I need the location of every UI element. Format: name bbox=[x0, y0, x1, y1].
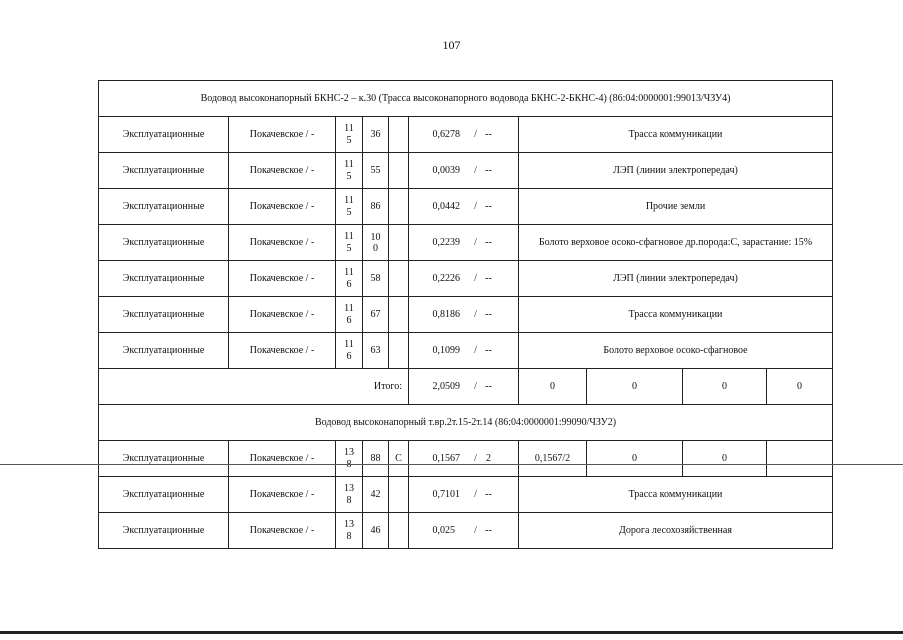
cell-description: ЛЭП (линии электропередач) bbox=[519, 153, 833, 189]
quarter-top: 11 bbox=[344, 158, 354, 170]
area-rest: -- bbox=[485, 309, 492, 320]
quarter-top: 11 bbox=[344, 338, 354, 350]
table-row bbox=[99, 477, 833, 513]
cell-vydel: 63 bbox=[363, 333, 389, 369]
cell-description: Дорога лесохозяйственная bbox=[519, 513, 833, 549]
total-value: 0 bbox=[767, 369, 833, 405]
quarter-top: 11 bbox=[344, 302, 354, 314]
area-sep: / bbox=[474, 129, 477, 140]
cell-category: Эксплуатационные bbox=[99, 117, 229, 153]
cell-quarter bbox=[336, 261, 363, 297]
cell-vydel: 58 bbox=[363, 261, 389, 297]
area-area: 0,025 bbox=[432, 525, 455, 536]
cell-forestry: Покачевское / - bbox=[229, 117, 336, 153]
cell-description: Трасса коммуникации bbox=[519, 297, 833, 333]
section-title: Водовод высоконапорный БКНС-2 – к.30 (Трасса высоконапорного водовода БКНС-2-БКНС-4) (86:04:0000001:99013/ЧЗУ4) bbox=[99, 81, 833, 117]
cell-quarter bbox=[336, 117, 363, 153]
total-sep: / bbox=[474, 381, 477, 392]
section-header-row bbox=[99, 405, 833, 441]
cell-category: Эксплуатационные bbox=[99, 333, 229, 369]
quarter-bottom: 5 bbox=[346, 242, 352, 254]
cell-vydel: 10 0 bbox=[363, 225, 389, 261]
cell-value bbox=[767, 441, 833, 477]
cell-area bbox=[409, 153, 519, 189]
cell-value: 0,1567/2 bbox=[519, 441, 587, 477]
quarter-bottom: 5 bbox=[346, 170, 352, 182]
cell-vydel: 42 bbox=[363, 477, 389, 513]
cell-code bbox=[389, 477, 409, 513]
cell-code bbox=[389, 189, 409, 225]
cell-quarter bbox=[336, 153, 363, 189]
total-row bbox=[99, 369, 833, 405]
total-value: 0 bbox=[683, 369, 767, 405]
cell-code bbox=[389, 513, 409, 549]
area-area: 0,7101 bbox=[432, 489, 460, 500]
cell-description: ЛЭП (линии электропередач) bbox=[519, 261, 833, 297]
page-number: 107 bbox=[442, 38, 461, 52]
area-sep: / bbox=[474, 273, 477, 284]
area-rest: -- bbox=[485, 165, 492, 176]
cell-category: Эксплуатационные bbox=[99, 297, 229, 333]
cell-category: Эксплуатационные bbox=[99, 477, 229, 513]
area-sep: / bbox=[474, 165, 477, 176]
total-area: 2,0509 bbox=[432, 381, 460, 392]
cell-description: Болото верховое осоко-сфагновое др.порода:С, зарастание: 15% bbox=[519, 225, 833, 261]
cell-description: Прочие земли bbox=[519, 189, 833, 225]
cell-forestry: Покачевское / - bbox=[229, 297, 336, 333]
total-rest: -- bbox=[485, 381, 492, 392]
cell-forestry: Покачевское / - bbox=[229, 513, 336, 549]
section-header-row bbox=[99, 81, 833, 117]
forest-plots-table bbox=[98, 80, 833, 549]
area-sep: / bbox=[474, 345, 477, 356]
quarter-bottom: 6 bbox=[346, 350, 352, 362]
quarter-bottom: 8 bbox=[346, 494, 352, 506]
quarter-bottom: 8 bbox=[346, 530, 352, 542]
cell-vydel: 46 bbox=[363, 513, 389, 549]
cell-vydel: 67 bbox=[363, 297, 389, 333]
cell-code bbox=[389, 261, 409, 297]
area-area: 0,1099 bbox=[432, 345, 460, 356]
area-sep: / bbox=[474, 453, 477, 464]
area-rest: 2 bbox=[486, 453, 491, 464]
area-sep: / bbox=[474, 489, 477, 500]
area-rest: -- bbox=[485, 345, 492, 356]
table-row bbox=[99, 333, 833, 369]
quarter-bottom: 5 bbox=[346, 134, 352, 146]
area-sep: / bbox=[474, 237, 477, 248]
cell-code bbox=[389, 333, 409, 369]
quarter-bottom: 6 bbox=[346, 314, 352, 326]
cell-vydel: 88 bbox=[363, 441, 389, 477]
area-area: 0,2226 bbox=[432, 273, 460, 284]
cell-code bbox=[389, 117, 409, 153]
area-sep: / bbox=[474, 309, 477, 320]
cell-quarter bbox=[336, 189, 363, 225]
cell-forestry: Покачевское / - bbox=[229, 441, 336, 477]
table-row bbox=[99, 261, 833, 297]
quarter-top: 13 bbox=[344, 482, 354, 494]
area-sep: / bbox=[474, 525, 477, 536]
cell-area bbox=[409, 513, 519, 549]
quarter-top: 11 bbox=[344, 194, 354, 206]
area-rest: -- bbox=[485, 237, 492, 248]
total-area bbox=[409, 369, 519, 405]
cell-category: Эксплуатационные bbox=[99, 261, 229, 297]
cell-area bbox=[409, 333, 519, 369]
table-row bbox=[99, 153, 833, 189]
table-row bbox=[99, 117, 833, 153]
cell-area bbox=[409, 261, 519, 297]
table-row bbox=[99, 225, 833, 261]
cell-vydel: 86 bbox=[363, 189, 389, 225]
section-title: Водовод высоконапорный т.вр.2т.15-2т.14 (86:04:0000001:99090/ЧЗУ2) bbox=[99, 405, 833, 441]
quarter-top: 11 bbox=[344, 266, 354, 278]
scan-artifact-line bbox=[0, 464, 903, 465]
area-rest: -- bbox=[485, 525, 492, 536]
cell-value: 0 bbox=[683, 441, 767, 477]
area-area: 0,0442 bbox=[432, 201, 460, 212]
cell-area bbox=[409, 441, 519, 477]
table-row bbox=[99, 513, 833, 549]
table-row bbox=[99, 189, 833, 225]
quarter-top: 13 bbox=[344, 518, 354, 530]
area-area: 0,8186 bbox=[432, 309, 460, 320]
area-rest: -- bbox=[485, 489, 492, 500]
quarter-bottom: 5 bbox=[346, 206, 352, 218]
quarter-top: 11 bbox=[344, 230, 354, 242]
cell-category: Эксплуатационные bbox=[99, 153, 229, 189]
cell-quarter bbox=[336, 333, 363, 369]
cell-area bbox=[409, 117, 519, 153]
cell-code bbox=[389, 225, 409, 261]
scan-artifact-line bbox=[0, 631, 903, 634]
cell-forestry: Покачевское / - bbox=[229, 261, 336, 297]
quarter-top: 11 bbox=[344, 122, 354, 134]
area-sep: / bbox=[474, 201, 477, 212]
cell-category: Эксплуатационные bbox=[99, 513, 229, 549]
cell-vydel: 36 bbox=[363, 117, 389, 153]
cell-area bbox=[409, 297, 519, 333]
area-rest: -- bbox=[485, 273, 492, 284]
quarter-top: 13 bbox=[344, 446, 354, 458]
cell-category: Эксплуатационные bbox=[99, 189, 229, 225]
total-value: 0 bbox=[587, 369, 683, 405]
cell-quarter bbox=[336, 477, 363, 513]
cell-description: Трасса коммуникации bbox=[519, 117, 833, 153]
area-rest: -- bbox=[485, 129, 492, 140]
cell-code: С bbox=[389, 441, 409, 477]
area-rest: -- bbox=[485, 201, 492, 212]
cell-forestry: Покачевское / - bbox=[229, 153, 336, 189]
cell-forestry: Покачевское / - bbox=[229, 477, 336, 513]
cell-area bbox=[409, 225, 519, 261]
cell-category: Эксплуатационные bbox=[99, 225, 229, 261]
cell-vydel: 55 bbox=[363, 153, 389, 189]
table-row bbox=[99, 441, 833, 477]
cell-forestry: Покачевское / - bbox=[229, 225, 336, 261]
cell-quarter bbox=[336, 225, 363, 261]
cell-forestry: Покачевское / - bbox=[229, 189, 336, 225]
cell-value: 0 bbox=[587, 441, 683, 477]
cell-code bbox=[389, 153, 409, 189]
total-value: 0 bbox=[519, 369, 587, 405]
cell-quarter bbox=[336, 441, 363, 477]
cell-description: Трасса коммуникации bbox=[519, 477, 833, 513]
cell-quarter bbox=[336, 513, 363, 549]
area-area: 0,0039 bbox=[432, 165, 460, 176]
total-label: Итого: bbox=[99, 369, 409, 405]
cell-area bbox=[409, 477, 519, 513]
cell-code bbox=[389, 297, 409, 333]
area-area: 0,6278 bbox=[432, 129, 460, 140]
area-area: 0,1567 bbox=[432, 453, 460, 464]
quarter-bottom: 6 bbox=[346, 278, 352, 290]
cell-forestry: Покачевское / - bbox=[229, 333, 336, 369]
table-row bbox=[99, 297, 833, 333]
cell-category: Эксплуатационные bbox=[99, 441, 229, 477]
cell-quarter bbox=[336, 297, 363, 333]
cell-description: Болото верховое осоко-сфагновое bbox=[519, 333, 833, 369]
cell-area bbox=[409, 189, 519, 225]
area-area: 0,2239 bbox=[432, 237, 460, 248]
